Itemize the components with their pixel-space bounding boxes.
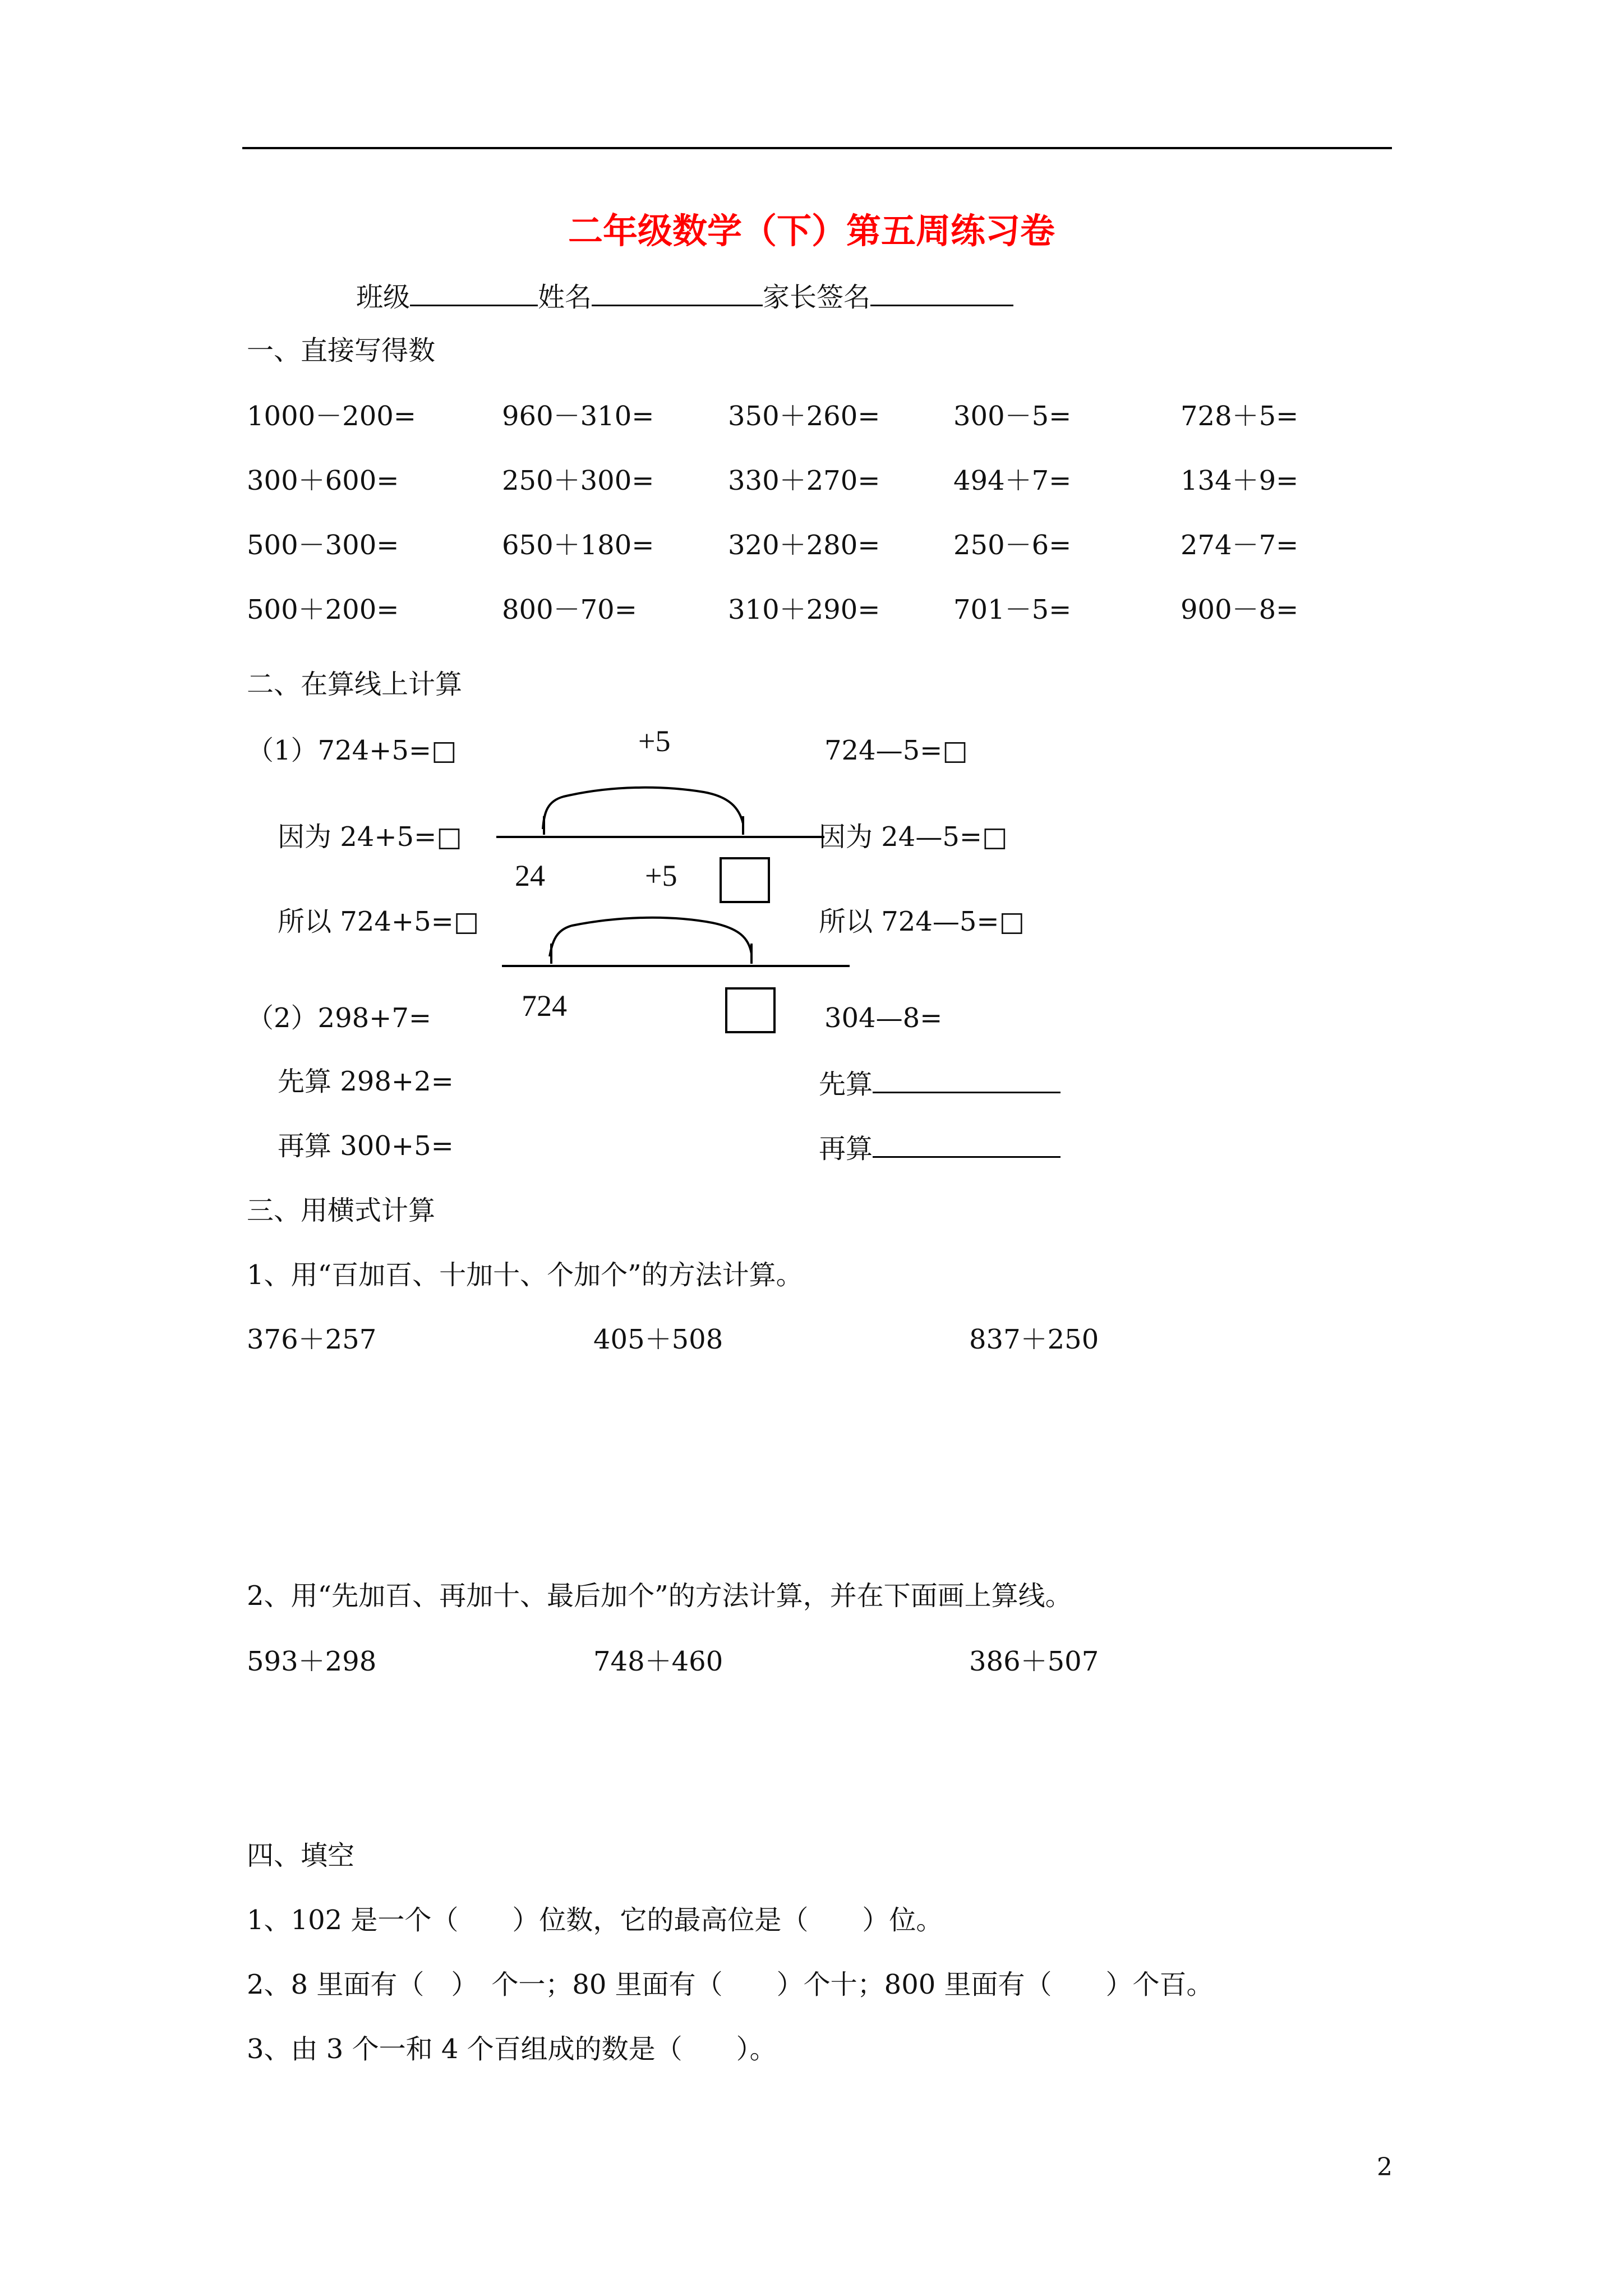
- calc-item: 593＋298: [247, 1646, 377, 1677]
- calc-item: 134＋9=: [1181, 465, 1299, 496]
- calc-item: 960－310=: [502, 401, 654, 432]
- q1-right: 724—5=□: [824, 735, 968, 766]
- number-line-1-start: 24: [515, 859, 545, 892]
- name-label: 姓名: [538, 282, 592, 313]
- so-right: 所以 724—5=□: [819, 906, 1025, 937]
- section2-heading: 二、在算线上计算: [247, 669, 463, 700]
- section3-q2: 2、用“先加百、再加十、最后加个”的方法计算，并在下面画上算线。: [247, 1580, 1072, 1612]
- then-right-field[interactable]: [873, 1129, 1061, 1158]
- number-line-2: [502, 918, 850, 966]
- first-right: [819, 1065, 1061, 1101]
- page-number: 2: [1377, 2153, 1393, 2182]
- calc-item: 748＋460: [593, 1646, 723, 1677]
- number-line-svg: [0, 0, 1623, 1066]
- jump-label-top: +5: [638, 724, 671, 758]
- calc-item: 650＋180=: [502, 530, 654, 561]
- calc-item: 376＋257: [247, 1324, 377, 1355]
- calc-item: 701－5=: [953, 594, 1072, 625]
- q1-left: （1）724+5=□: [247, 735, 457, 766]
- so-left: 所以 724+5=□: [278, 906, 479, 937]
- section1-heading: 一、直接写得数: [247, 335, 436, 366]
- first-right-label: 先算: [819, 1069, 873, 1100]
- then-right-label: 再算: [819, 1133, 873, 1165]
- section4-heading: 四、填空: [247, 1840, 355, 1871]
- q2-left: （2）298+7=: [247, 1002, 432, 1034]
- parent-signature-label: 家长签名: [763, 282, 871, 313]
- fill-item: 3、由 3 个一和 4 个百组成的数是（ ）。: [247, 2033, 777, 2065]
- calc-item: 800－70=: [502, 594, 637, 625]
- calc-item: 837＋250: [969, 1324, 1099, 1355]
- calc-item: 274－7=: [1181, 530, 1299, 561]
- calc-item: 350＋260=: [728, 401, 880, 432]
- because-left: 因为 24+5=□: [278, 821, 462, 853]
- number-line-1-jump: +5: [645, 859, 677, 892]
- number-line-1: [496, 788, 824, 837]
- answer-box-1[interactable]: [720, 857, 770, 903]
- section3-heading: 三、用横式计算: [247, 1195, 436, 1226]
- number-line-2-start: 724: [522, 989, 567, 1023]
- fill-item: 1、102 是一个（ ）位数，它的最高位是（ ）位。: [247, 1904, 943, 1936]
- page-title: 二年级数学（下）第五周练习卷: [568, 210, 1055, 251]
- section3-q1: 1、用“百加百、十加十、个加个”的方法计算。: [247, 1259, 803, 1291]
- calc-item: 494＋7=: [953, 465, 1072, 496]
- calc-item: 728＋5=: [1181, 401, 1299, 432]
- first-left: 先算 298+2=: [278, 1066, 454, 1097]
- then-right: [819, 1129, 1061, 1166]
- calc-item: 330＋270=: [728, 465, 880, 496]
- calc-item: 900－8=: [1181, 594, 1299, 625]
- calc-item: 386＋507: [969, 1646, 1099, 1677]
- then-left: 再算 300+5=: [278, 1130, 454, 1162]
- because-right: 因为 24—5=□: [819, 821, 1008, 853]
- calc-item: 300＋600=: [247, 465, 399, 496]
- first-right-field[interactable]: [873, 1065, 1061, 1093]
- q2-right: 304—8=: [824, 1002, 943, 1034]
- calc-item: 1000－200=: [247, 401, 416, 432]
- class-label: 班级: [356, 282, 411, 313]
- calc-item: 310＋290=: [728, 594, 880, 625]
- calc-item: 500＋200=: [247, 594, 399, 625]
- fill-item: 2、8 里面有（ ） 个一；80 里面有（ ）个十；800 里面有（ ）个百。: [247, 1969, 1214, 2000]
- calc-item: 500－300=: [247, 530, 399, 561]
- calc-item: 405＋508: [593, 1324, 723, 1355]
- calc-item: 320＋280=: [728, 530, 880, 561]
- calc-item: 250＋300=: [502, 465, 654, 496]
- answer-box-2[interactable]: [725, 987, 776, 1033]
- calc-item: 300－5=: [953, 401, 1072, 432]
- calc-item: 250－6=: [953, 530, 1072, 561]
